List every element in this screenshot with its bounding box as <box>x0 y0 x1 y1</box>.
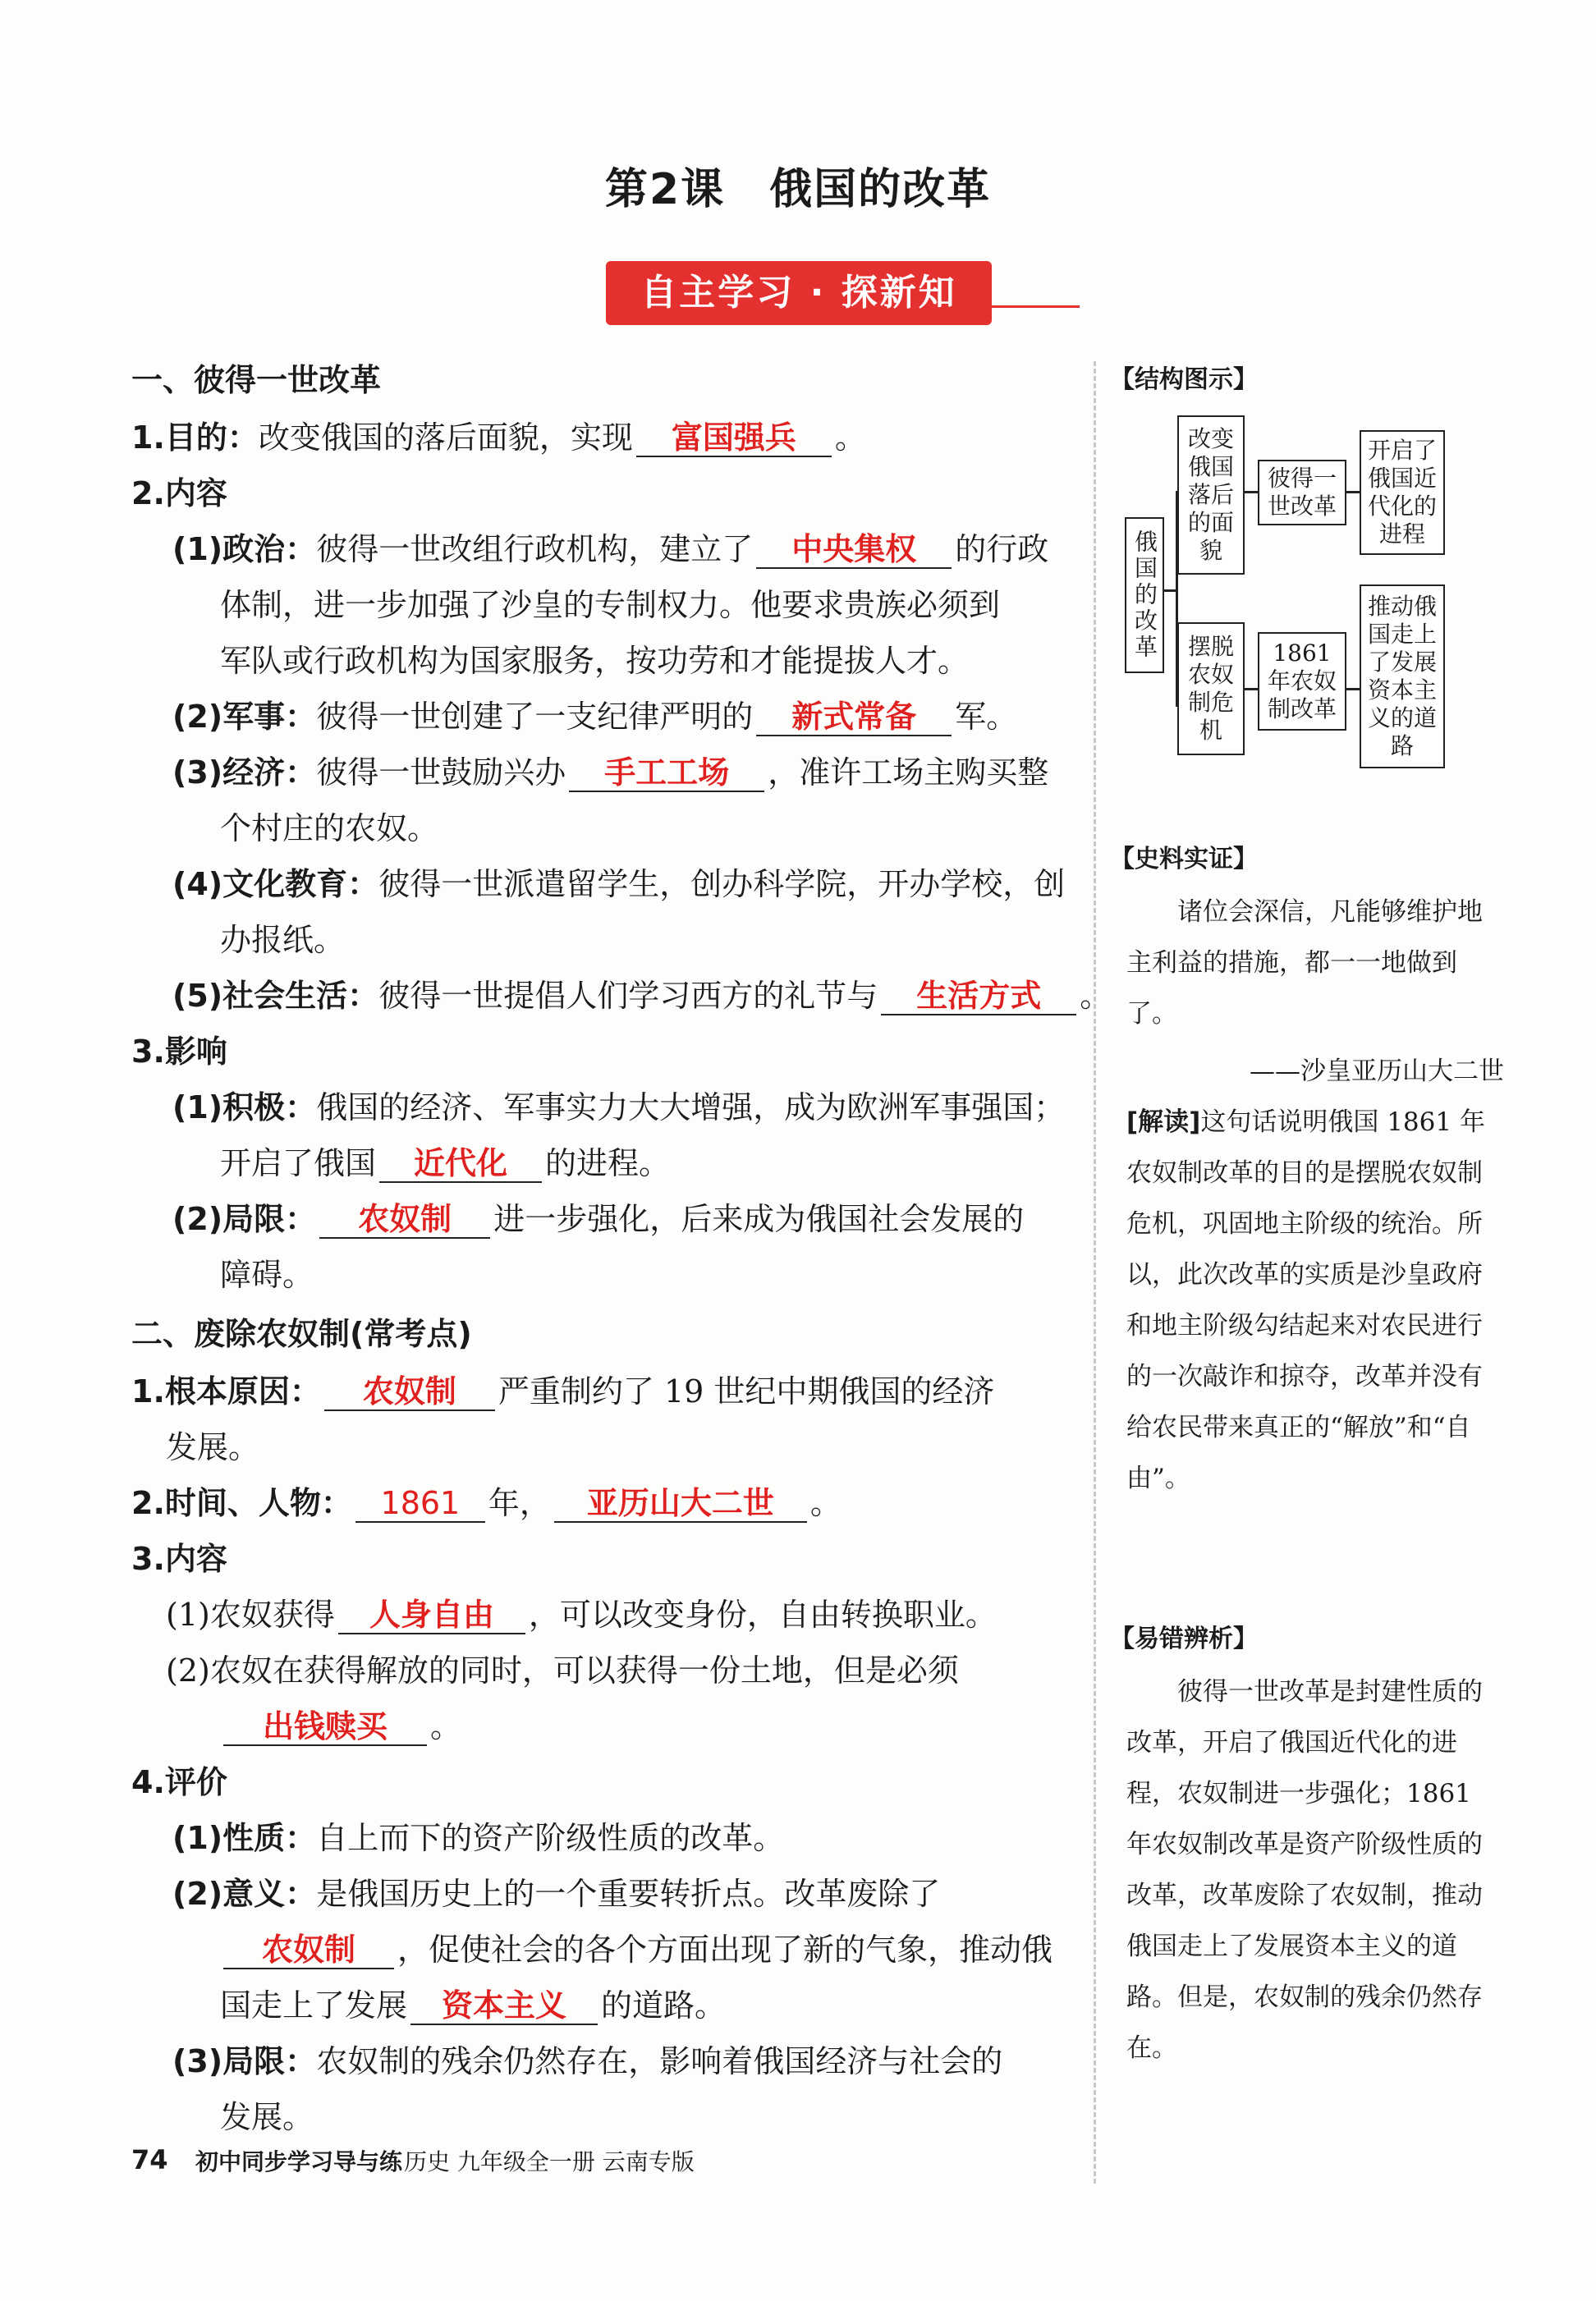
politics-text: 彼得一世改组行政机构，建立了 <box>316 531 754 567</box>
positive-end: 的进程。 <box>545 1145 671 1181</box>
meaning-line <box>172 1873 940 1914</box>
c2-end: 。 <box>430 1708 462 1744</box>
diagram-top-event: 彼得一世改革 <box>1258 460 1346 525</box>
interpret-tag: [解读] <box>1126 1107 1201 1137</box>
economy-line <box>172 752 1048 793</box>
confusion-text: 彼得一世改革是封建性质的改革，开启了俄国近代化的进程，农奴制进一步强化；1861 年农奴制改革是资产阶级性质的改革，改革废除了农奴制，推动俄国走上了发展资本主义的道路。但是，农奴制的残余仍然存在。 <box>1126 1677 1483 2063</box>
lesson-title: 第2课 俄国的改革 <box>604 165 992 214</box>
book-subject: 历史 九年级全一册 云南专版 <box>404 2148 695 2175</box>
social-answer: 生活方式 <box>881 978 1076 1015</box>
cause-answer: 农奴制 <box>324 1373 495 1411</box>
limit2-text: 农奴制的残余仍然存在，影响着俄国经济与社会的 <box>316 2043 1003 2079</box>
interpret-text: 这句话说明俄国 1861 年农奴制改革的目的是摆脱农奴制危机，巩固地主阶级的统治。所以，此次改革的实质是沙皇政府和地主阶级勾结起来对农民进行的一次敲诈和掠夺，改革并没有给农民带来真正的“解放”和“自由”。 <box>1126 1107 1485 1493</box>
section-banner: 自主学习 · 探新知 <box>606 261 992 325</box>
limit-answer: 农奴制 <box>319 1201 490 1239</box>
book-title: 初中同步学习导与练 <box>195 2148 403 2175</box>
economy-text: 彼得一世鼓励兴办 <box>316 754 566 791</box>
economy-answer: 手工工场 <box>569 754 764 792</box>
positive-answer: 近代化 <box>379 1145 542 1183</box>
social-text: 彼得一世提倡人们学习西方的礼节与 <box>378 978 878 1014</box>
economy-label: (3)经济： <box>172 754 317 791</box>
goal-end: 。 <box>834 419 866 456</box>
nature-text: 自上而下的资产阶级性质的改革。 <box>316 1820 785 1856</box>
cause-line <box>131 1371 994 1412</box>
politics-answer: 中央集权 <box>756 531 952 569</box>
social-line <box>172 975 1111 1016</box>
content-item2: (2)农奴在获得解放的同时，可以获得一份土地，但是必须 <box>166 1652 959 1689</box>
nature-line <box>172 1817 784 1859</box>
meaning-pre2: 国走上了发展 <box>220 1987 408 2024</box>
diagram-bottom-result: 推动俄国走上了发展资本主义的道路 <box>1360 584 1445 768</box>
military-answer: 新式常备 <box>756 699 952 736</box>
diagram-top-cause: 改变俄国落后的面貌 <box>1177 415 1245 575</box>
goal-line <box>131 417 866 458</box>
limit2-label: (3)局限： <box>172 2043 317 2079</box>
social-label: (5)社会生活： <box>172 978 379 1014</box>
politics-end: 的行政 <box>955 531 1049 567</box>
culture-line <box>172 864 1065 905</box>
politics-line3: 军队或行政机构为国家服务，按功劳和才能提拔人才。 <box>220 643 970 679</box>
page-number: 74 <box>131 2144 168 2175</box>
meaning-line3 <box>220 1985 726 2026</box>
meaning-answer2: 资本主义 <box>410 1987 598 2025</box>
meaning-answer: 农奴制 <box>223 1932 394 1969</box>
culture-line2: 办报纸。 <box>220 922 346 958</box>
c2-answer: 出钱赎买 <box>223 1708 427 1746</box>
section1-heading: 一、彼得一世改革 <box>131 362 382 398</box>
banner-rule <box>989 305 1080 308</box>
section2-heading: 二、废除农奴制(常考点) <box>131 1316 472 1352</box>
c1-post: ，可以改变身份，自由转换职业。 <box>528 1597 997 1633</box>
economy-line2: 个村庄的农奴。 <box>220 810 439 846</box>
limit-line <box>172 1199 1024 1240</box>
source-quote: 诸位会深信，凡能够维护地主利益的措施，都一一地做到了。 <box>1126 897 1483 1029</box>
c1-answer: 人身自由 <box>338 1597 525 1634</box>
structure-heading: 【结构图示】 <box>1110 365 1258 394</box>
politics-line <box>172 529 1048 570</box>
nature-label: (1)性质： <box>172 1820 317 1856</box>
positive-label: (1)积极： <box>172 1089 317 1125</box>
cause-line2: 发展。 <box>166 1429 260 1465</box>
time-label: 2.时间、人物： <box>131 1485 352 1521</box>
diagram-bottom-cause: 摆脱农奴制危机 <box>1177 622 1245 755</box>
impact-label: 3.影响 <box>131 1034 227 1070</box>
military-line <box>172 696 1017 737</box>
diagram-top-result: 开启了俄国近代化的进程 <box>1360 430 1445 555</box>
time-line <box>131 1483 842 1524</box>
content-item1 <box>166 1594 997 1635</box>
limit-line2: 障碍。 <box>220 1257 314 1293</box>
diagram-bottom-event: 1861年农奴制改革 <box>1258 632 1346 731</box>
politics-line2: 体制，进一步加强了沙皇的专制权力。他要求贵族必须到 <box>220 587 1001 623</box>
column-divider <box>1094 361 1096 2184</box>
goal-label: 1.目的： <box>131 419 259 456</box>
limit2-line <box>172 2041 1002 2082</box>
social-end: 。 <box>1080 978 1112 1014</box>
limit-text: 进一步强化，后来成为俄国社会发展的 <box>493 1201 1025 1237</box>
source-interpretation <box>1126 1097 1504 1504</box>
content2-label: 3.内容 <box>131 1541 227 1577</box>
politics-label: (1)政治： <box>172 531 317 567</box>
limit2-line2: 发展。 <box>220 2099 314 2135</box>
positive-line2 <box>220 1143 670 1184</box>
positive-line <box>172 1087 1065 1128</box>
cause-label: 1.根本原因： <box>131 1373 321 1409</box>
meaning-text: 是俄国历史上的一个重要转折点。改革废除了 <box>316 1876 941 1912</box>
military-label: (2)军事： <box>172 699 317 735</box>
limit-label: (2)局限： <box>172 1201 317 1237</box>
culture-text: 彼得一世派遣留学生，创办科学院，开办学校，创 <box>378 866 1066 902</box>
year-answer: 1861 <box>355 1485 485 1523</box>
goal-answer: 富国强兵 <box>636 419 832 457</box>
meaning-line2 <box>220 1929 1053 1970</box>
meaning-label: (2)意义： <box>172 1876 317 1912</box>
military-text: 彼得一世创建了一支纪律严明的 <box>316 699 754 735</box>
content-label: 2.内容 <box>131 475 227 511</box>
eval-label: 4.评价 <box>131 1764 227 1800</box>
positive-pre: 开启了俄国 <box>220 1145 377 1181</box>
economy-end: ，准许工场主购买整 <box>768 754 1049 791</box>
source-author: ——沙皇亚历山大二世 <box>1250 1057 1504 1086</box>
cause-text: 严重制约了 19 世纪中期俄国的经济 <box>498 1373 995 1409</box>
content-item2-line2 <box>220 1706 461 1747</box>
culture-label: (4)文化教育： <box>172 866 379 902</box>
diagram-root: 俄国的改革 <box>1125 517 1164 673</box>
goal-text: 改变俄国的落后面貌，实现 <box>258 419 633 456</box>
meaning-post2: 的道路。 <box>601 1987 727 2024</box>
person-answer: 亚历山大二世 <box>554 1485 807 1523</box>
source-heading: 【史料实证】 <box>1110 845 1258 873</box>
meaning-post: ，促使社会的各个方面出现了新的气象，推动俄 <box>397 1932 1053 1968</box>
confusion-heading: 【易错辨析】 <box>1110 1625 1258 1653</box>
c1-pre: (1)农奴获得 <box>166 1597 335 1633</box>
year-suffix: 年， <box>488 1485 551 1521</box>
positive-text: 俄国的经济、军事实力大大增强，成为欧洲军事强国； <box>316 1089 1066 1125</box>
military-end: 军。 <box>955 699 1018 735</box>
time-end: 。 <box>809 1485 842 1521</box>
